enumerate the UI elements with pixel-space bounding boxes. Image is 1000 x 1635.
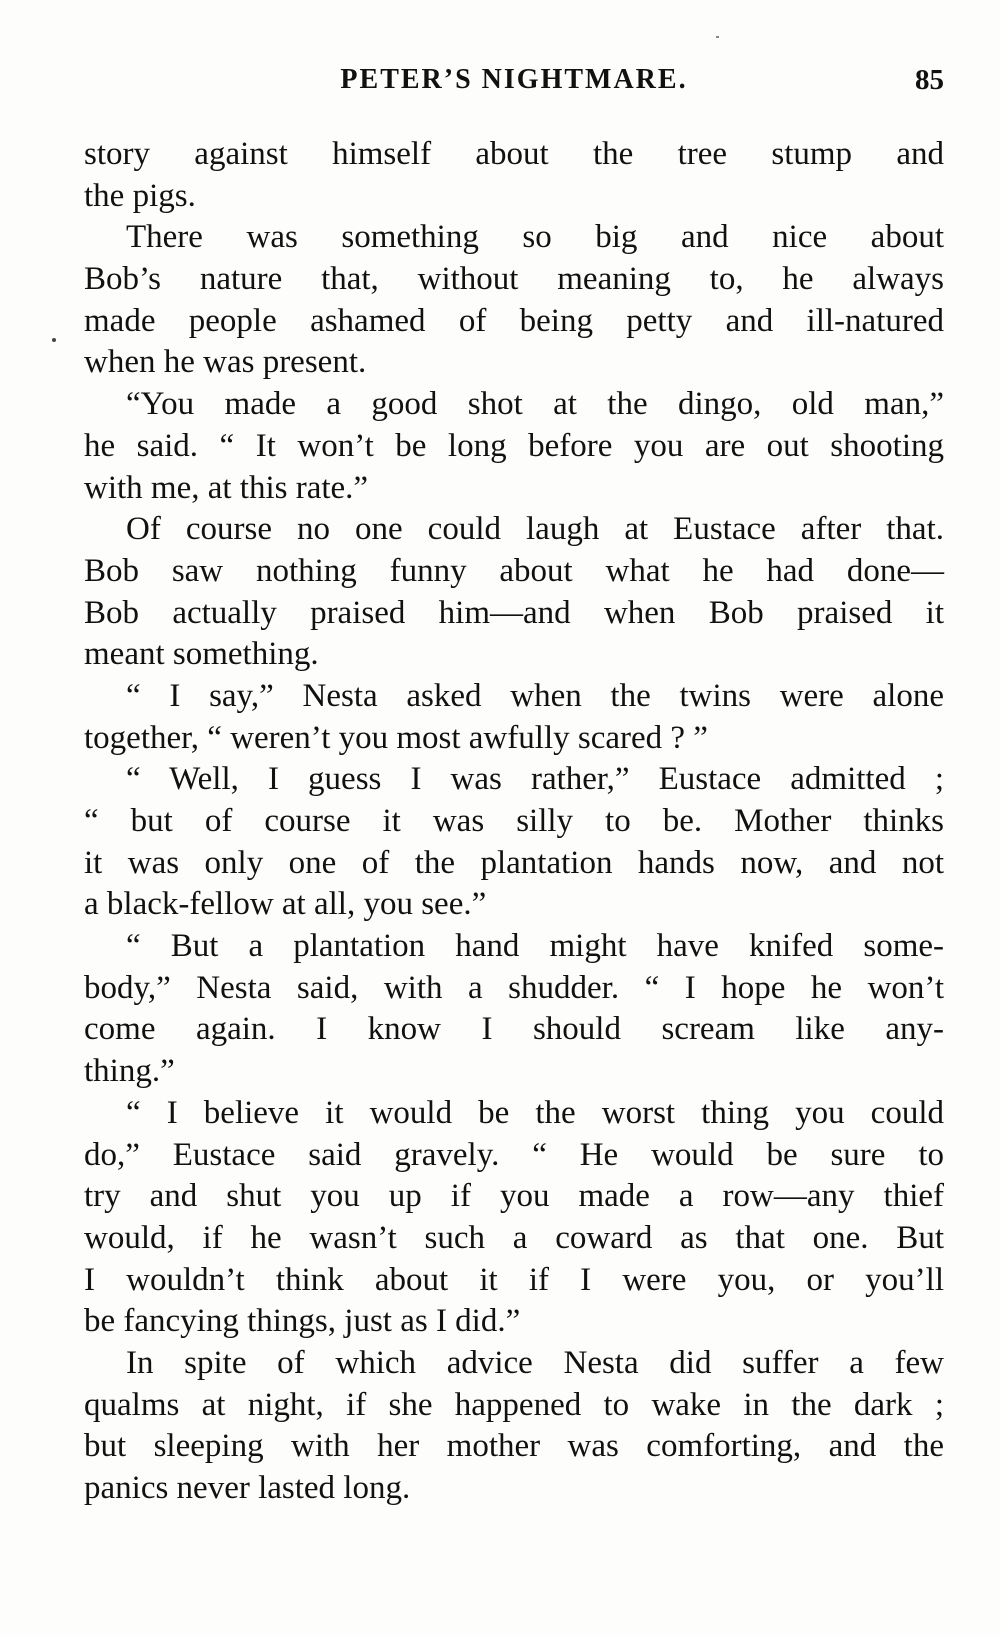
text-line: it was only one of the plantation hands now, and not xyxy=(84,844,944,881)
text-line: “You made a good shot at the dingo, old man,” xyxy=(126,386,944,423)
text-line: body,” Nesta said, with a shudder. “ I hope he won’t xyxy=(84,969,944,1006)
page-number: 85 xyxy=(915,64,944,96)
text-line: thing.” xyxy=(84,1053,175,1090)
text-line: There was something so big and nice about xyxy=(126,219,944,256)
body-text xyxy=(84,134,944,1510)
text-line: Bob actually praised him—and when Bob praised it xyxy=(84,594,944,631)
text-line: meant something. xyxy=(84,636,319,673)
text-line: Bob saw nothing funny about what he had done— xyxy=(84,552,944,589)
text-line: qualms at night, if she happened to wake in the dark ; xyxy=(84,1386,944,1423)
text-line: Bob’s nature that, without meaning to, he always xyxy=(84,261,944,298)
text-line: would, if he wasn’t such a coward as that one. But xyxy=(84,1219,944,1256)
text-line: Of course no one could laugh at Eustace after that. xyxy=(126,511,944,548)
running-head xyxy=(84,60,944,100)
text-line: the pigs. xyxy=(84,177,196,214)
text-line: made people ashamed of being petty and ill-natured xyxy=(84,302,944,339)
text-line: “ Well, I guess I was rather,” Eustace admitted ; xyxy=(126,761,944,798)
text-line: but sleeping with her mother was comforting, and the xyxy=(84,1428,944,1465)
text-line: I wouldn’t think about it if I were you, or you’ll xyxy=(84,1261,944,1298)
text-line: do,” Eustace said gravely. “ He would be sure to xyxy=(84,1136,944,1173)
text-line: a black-fellow at all, you see.” xyxy=(84,886,487,923)
text-line: come again. I know I should scream like any- xyxy=(84,1011,944,1048)
text-line: “ I say,” Nesta asked when the twins were alone xyxy=(126,677,944,714)
text-line: when he was present. xyxy=(84,344,367,381)
text-line: together, “ weren’t you most awfully scared ? ” xyxy=(84,719,708,756)
paper-speck xyxy=(716,36,719,38)
text-line: story against himself about the tree stump and xyxy=(84,136,944,172)
running-title: PETER’S NIGHTMARE. xyxy=(340,64,688,95)
text-line: “ but of course it was silly to be. Mother thinks xyxy=(84,803,944,839)
text-line: be fancying things, just as I did.” xyxy=(84,1303,521,1340)
text-line: “ I believe it would be the worst thing you could xyxy=(126,1094,944,1131)
text-line: panics never lasted long. xyxy=(84,1470,411,1506)
text-line: he said. “ It won’t be long before you are out shooting xyxy=(84,427,944,464)
text-line: try and shut you up if you made a row—any thief xyxy=(84,1178,944,1215)
text-line: with me, at this rate.” xyxy=(84,469,369,506)
text-line: “ But a plantation hand might have knifed some- xyxy=(126,928,944,965)
text-line: In spite of which advice Nesta did suffer a few xyxy=(126,1344,944,1381)
margin-mark xyxy=(52,338,56,342)
